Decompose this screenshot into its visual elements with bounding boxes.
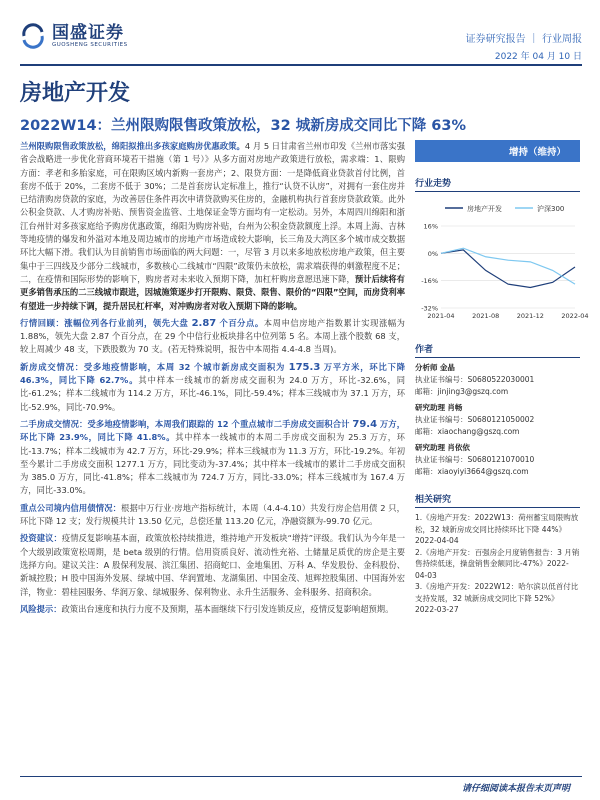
paragraph-policy <box>20 140 405 313</box>
market-body: 本周申信房地产指数累计实现涨幅为 1.88%，领先大盘 2.87 个百分点，在 29 个中信行业板块排名中位列第 5 名。本周上涨个股数 68 支，较上周减少 48 支，下跌股数为 70 支。(若无特殊说明，报告中本周指 4.4-4.8 当周)。 <box>20 317 405 355</box>
sector-title: 房地产开发 <box>20 81 131 106</box>
y-tick-label: 0% <box>427 249 438 258</box>
y-tick-label: -32% <box>421 304 438 313</box>
legend-label: 房地产开发 <box>467 205 502 213</box>
analyst-block <box>415 362 580 398</box>
x-tick-label: 2022-04 <box>561 312 589 320</box>
x-tick-label: 2021-04 <box>427 312 455 320</box>
analyst-email[interactable]: 邮箱：xiaoyiyi3664@gszq.com <box>415 467 529 476</box>
trend-chart-svg <box>415 198 589 326</box>
new-homes-lead: 新房成交情况：受多地疫情影响，本周 32 个城市新房成交面积为 <box>20 361 286 372</box>
analyst-name: 肖畅 <box>447 403 463 412</box>
new-homes-body: 其中样本一线城市的新房成交面积为 24.0 万方，环比-32.6%，同比-61.2%；样本二线城市为 114.2 万方，环比-46.1%，同比-59.4%；样本三线城市为 37.1 万方，环比-52.9%，同比-70.9%。 <box>20 375 405 412</box>
rating-badge: 增持（维持） <box>415 140 580 162</box>
report-body <box>20 140 405 620</box>
analyst-block <box>415 402 580 438</box>
new-homes-mid: 万平方米，环比下降 46.3%，同比下降 62.7%。 <box>20 361 405 386</box>
analyst-cert: 执业证书编号：S0680121050002 <box>415 415 535 424</box>
trend-chart <box>415 198 589 328</box>
logo-mark-icon <box>20 24 46 48</box>
paragraph-investment <box>20 532 405 598</box>
second-hand-body: 其中样本一线城市的本周二手房成交面积为 25.3 万方，环比-13.7%；样本二线城市为 42.7 万方，环比-29.9%；样本三线城市为 11.3 万方，环比-19.2%。年初至今累计二手房成交面积 1277.1 万方，同比变动为-37.4%；其中样本一线城市的累计二手房成交面积为 385.0 万方，同比-41.8%；样本二线城市为 724.7 万方，同比-33.0%；样本三线城市为 167.4 万方，同比-33.0%。 <box>20 432 405 496</box>
logo-name: 国盛证券 <box>52 23 124 43</box>
analyst-name: 肖依依 <box>447 443 470 452</box>
footer-disclaimer: 请仔细阅读本报告末页声明 <box>461 784 570 794</box>
paragraph-second-hand <box>20 418 405 498</box>
policy-lead: 兰州限购限售政策放松，绵阳拟推出多孩家庭购房优惠政策。 <box>20 141 245 151</box>
analyst-cert: 执业证书编号：S0680121070010 <box>415 455 535 464</box>
analyst-email[interactable]: 邮箱：jinjing3@gszq.com <box>415 387 509 396</box>
y-tick-label: -16% <box>421 277 438 286</box>
analyst-role: 研究助理 <box>415 403 445 412</box>
risk-lead: 风险提示： <box>20 603 62 614</box>
header-divider <box>20 64 582 66</box>
market-unit: 个百分点。 <box>219 317 264 328</box>
credit-bonds-body: 根据中万行业·房地产指标统计，本周（4.4-4.10）共发行房企信用债 2 只，环比下降 12 支；发行规模共计 13.50 亿元，总偿还量 113.20 亿元，净融资额为-99.70 亿元。 <box>20 502 405 527</box>
analyst-name: 金晶 <box>439 363 455 372</box>
footer-divider <box>20 776 582 777</box>
paragraph-market <box>20 317 405 357</box>
analyst-role: 研究助理 <box>415 443 445 452</box>
analyst-email[interactable]: 邮箱：xiaochang@gszq.com <box>415 427 520 436</box>
policy-body: 4 月 5 日甘肃省兰州市印发《兰州市落实强省会战略进一步优化营商环境若干措施（第 1 号）》从多方面对房地产政策进行放松，需求端：1、限购方面：孝老和多胎家庭，可在限购区域内新购一套房产；2、限贷方面：一是降低商业贷款首付比例，首套房不低于 20%，二套房不低于 30%；二是首套房认定标准上，推行“认贷不认房”，对拥有一套住房并已结清购房贷款的家庭，为改善居住条件再次申请贷款购买住房的，金融机构执行首套房贷款政策。此外公积金贷款、人才购房补贴、预售资金监管、土地保证金等方面均有一定松动。另外，本周四川绵阳和浙江台州针对多孩家庭给予购房优惠政策，绵阳为购房补贴，台州为公积金贷款额度上浮。本周上海、吉林等地疫情的爆发和外溢对本地及周边城市的房地产市场造成较大影响，长三角及大湾区多个城市成交数据环比大幅下滑。我们认为目前销售市场面临的两大问题：一，尽管 3 月以来多地放松房地产政策，但主要集中于三四线及少部分二线城市，多数核心二线城市“四限”政策仍未放松，需求端获得的刺激程度不足；二，在疫情和国际形势的影响下，购房者对未来收入预期下降，加杠杆购房意愿迅速下降， <box>20 141 405 284</box>
second-hand-number: 79.4 <box>352 418 378 430</box>
report-headline: 2022W14：兰州限购限售政策放松，32 城新房成交同比下降 63% <box>20 118 467 134</box>
policy-tail: 预计后续将有更多销售承压的二三线城市跟进，因城施策逐步打开限购、限贷、限售、限价的“四限”空间，而房贷利率有望进一步持续下调，提升居民杠杆率，对冲购房者对收入预期下降的影响。 <box>20 273 405 311</box>
company-logo <box>20 24 128 48</box>
trend-title: 行业走势 <box>415 176 580 192</box>
market-lead: 行情回顾：涨幅位列各行业前列，领先大盘 <box>20 317 189 328</box>
report-type: 证券研究报告 ｜ 行业周报 <box>465 34 582 45</box>
x-tick-label: 2021-08 <box>472 312 500 320</box>
investment-lead: 投资建议： <box>20 533 62 544</box>
analyst-block <box>415 442 580 478</box>
legend-label: 沪深300 <box>537 205 565 213</box>
market-number: 2.87 <box>191 317 217 329</box>
paragraph-credit-bonds <box>20 502 405 529</box>
logo-name-en: GUOSHENG SECURITIES <box>52 42 128 48</box>
x-tick-label: 2021-12 <box>516 312 544 320</box>
analyst-role: 分析师 <box>415 363 438 372</box>
paragraph-risk <box>20 603 405 616</box>
paragraph-new-homes <box>20 361 405 414</box>
second-hand-lead: 二手房成交情况：受多地疫情影响，本周我们跟踪的 12 个重点城市二手房成交面积合计 <box>20 418 350 429</box>
related-research-list <box>415 512 580 616</box>
risk-body: 政策出台速度和执行力度不及预期，基本面继续下行引发连锁反应，疫情反复影响超预期。 <box>61 603 394 614</box>
analyst-cert: 执业证书编号：S0680522030001 <box>415 375 535 384</box>
related-item[interactable]: 1.《房地产开发：2022W13：荷州蓄宝局限购放松，32 城新房成交同比持续环比下降 44%》2022-04-04 <box>415 513 579 545</box>
new-homes-number: 175.3 <box>288 361 321 373</box>
sidebar <box>415 140 589 616</box>
author-title: 作者 <box>415 342 580 358</box>
related-item[interactable]: 3.《房地产开发：2022W12：哈尔滨以低首付比支持发展，32 城新房成交同比下降 52%》2022-03-27 <box>415 582 579 614</box>
y-tick-label: 16% <box>423 222 438 231</box>
related-title: 相关研究 <box>415 492 580 508</box>
second-hand-mid: 万方，环比下降 23.9%，同比下降 41.8%。 <box>20 418 406 443</box>
related-item[interactable]: 2.《房地产开发：百强房企月度销售报告：3 月销售持续低迷，操盘销售金额同比-47%》2022-04-03 <box>415 547 580 580</box>
report-date: 2022 年 04 月 10 日 <box>494 52 582 62</box>
series-line-sector <box>441 250 575 288</box>
credit-bonds-lead: 重点公司境内信用债情况： <box>20 502 122 513</box>
investment-body: 疫情反复影响基本面，政策放松持续推进，维持地产开发板块“增持”评级。我们认为今年是一个大级别政策宽松周期，是 beta 级别的行情。信用资质良好、流动性充裕、土储量足质优的房企是主要选择方向。建议关注：A 股保利发展、滨江集团、招商蛇口、金地集团、万科 A、华发股份、金科股份、新城控股；H 股中国海外发展、绿城中国、华润置地、龙湖集团、中国金茂、旭辉控股集团、中国海外宏洋，物业：碧桂园服务、华润万象、绿城服务、保利物业、永升生活服务、金科服务、招商积余。 <box>20 533 405 597</box>
